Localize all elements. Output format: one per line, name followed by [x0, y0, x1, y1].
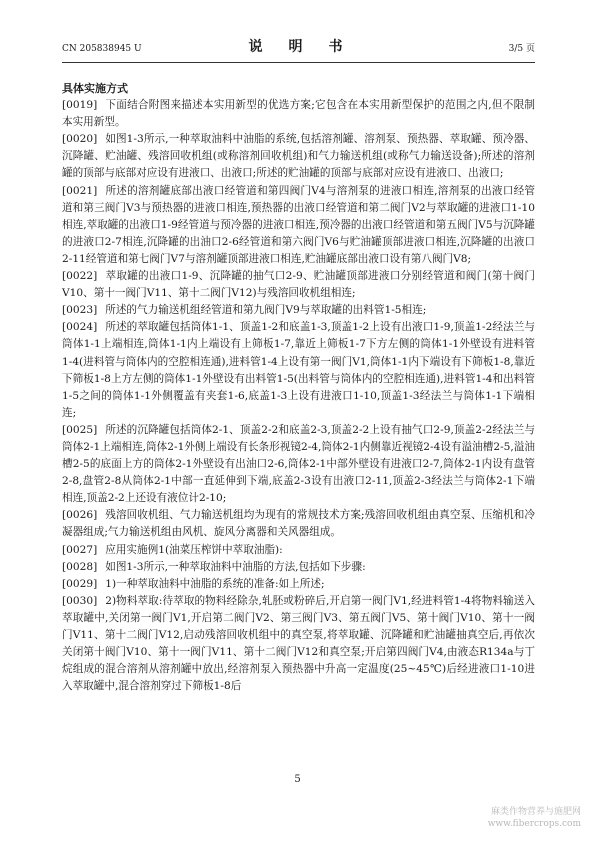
paragraph-number: [0024]	[62, 321, 98, 334]
paragraph-0024	[62, 319, 535, 422]
paragraph-0022	[62, 268, 535, 302]
paragraph-0028	[62, 559, 535, 576]
paragraph-number: [0029]	[62, 577, 98, 590]
watermark	[488, 806, 581, 830]
paragraph-number: [0020]	[62, 133, 98, 146]
paragraph-text: 所述的沉降罐包括筒体2-1、顶盖2-2和底盖2-3,顶盖2-2上设有抽气口2-9,顶盖2-2经法兰与筒体2-1上端相连,筒体2-1外侧上端设有长条形视镜2-4,筒体2-1内侧靠近视镜2-4设有溢油槽2-5,溢油槽2-5的底面上方的筒体2-1外壁设有出油口2-6,筒体2-1中部外壁设有进液口2-7,筒体2-1内设有盘管2-8,盘管2-8从筒体2-1中部一直延伸到下端,底盖2-3设有出液口2-11,顶盖2-3经法兰与筒体2-1下端相连,顶盖2-2上还设有液位计2-10;	[62, 423, 535, 505]
paragraph-number: [0021]	[62, 184, 98, 197]
paragraph-0029	[62, 576, 535, 593]
paragraph-0025	[62, 422, 535, 507]
paragraph-text: 残溶回收机组、气力输送机组均为现有的常规技术方案;残溶回收机组由真空泵、压缩机和冷凝器组成;气力输送机组由风机、旋风分离器和关风器组成。	[62, 509, 535, 539]
paragraph-0019	[62, 97, 535, 131]
paragraph-number: [0026]	[62, 509, 98, 522]
document-body	[62, 80, 535, 695]
paragraph-number: [0027]	[62, 543, 98, 556]
paragraph-text: 应用实施例1(油菜压榨饼中萃取油脂):	[105, 543, 283, 556]
paragraph-text: 所述的溶剂罐底部出液口经管道和第四阀门V4与溶剂泵的进液口相连,溶剂泵的出液口经管道和第三阀门V3与预热器的进液口相连,预热器的出液口经管道和第二阀门V2与萃取罐的进液口1-10相连,萃取罐的出液口1-9经管道与预冷器的进液口相连,预冷器的出液口经管道和第五阀门V5与沉降罐的进液口2-7相连,沉降罐的出油口2-6经管道和第六阀门V6与贮油罐顶部进液口相连,沉降罐的出液口2-11经管道和第七阀门V7与溶剂罐顶部进液口相连,贮油罐底部出液口设有第八阀门V8;	[62, 184, 535, 265]
paragraph-number: [0019]	[62, 99, 98, 112]
paragraph-text: 如图1-3所示,一种萃取油料中油脂的系统,包括溶剂罐、溶剂泵、预热器、萃取罐、预冷器、沉降罐、贮油罐、残溶回收机组(或称溶剂回收机组)和气力输送机组(或称气力输送设备);所述的溶剂罐的顶部与底部对应设有进液口、出液口;所述的贮油罐的顶部与底部对应设有进液口、出液口;	[62, 133, 535, 180]
paragraph-0030	[62, 593, 535, 696]
paragraph-number: [0023]	[62, 304, 98, 317]
paragraph-0020	[62, 131, 535, 182]
paragraph-text: 所述的气力输送机组经管道和第九阀门V9与萃取罐的出料管1-5相连;	[105, 304, 427, 317]
paragraph-number: [0025]	[62, 423, 98, 436]
document-title: 说 明 书	[248, 39, 349, 55]
paragraph-text: 2)物料萃取:待萃取的物料经除杂,轧胚或粉碎后,开启第一阀门V1,经进料管1-4将物料输送入萃取罐中,关闭第一阀门V1,开启第二阀门V2、第三阀门V3、第五阀门V5、第十阀门V10、第十一阀门V11、第十二阀门V12,启动残溶回收机组中的真空泵,将萃取罐、沉降罐和贮油罐抽真空后,再依次关闭第十阀门V10、第十一阀门V11、第十二阀门V12和真空泵;开启第四阀门V4,由液态R134a与丁烷组成的混合溶剂从溶剂罐中放出,经溶剂泵入预热器中升高一定温度(25~45℃)后经进液口1-10进入萃取罐中,混合溶剂穿过下筛板1-8后	[62, 594, 535, 693]
paragraph-0026	[62, 507, 535, 541]
page-reference: 3/5 页	[508, 44, 535, 54]
patent-number: CN 205838945 U	[62, 44, 142, 54]
watermark-name: 麻类作物营养与施肥网	[490, 807, 581, 817]
paragraph-text: 1)一种萃取油料中油脂的系统的准备:如上所述;	[105, 577, 325, 590]
paragraph-number: [0030]	[62, 594, 98, 607]
paragraph-text: 下面结合附图来描述本实用新型的优选方案;它包含在本实用新型保护的范围之内,但不限制本实用新型。	[62, 99, 535, 129]
paragraph-number: [0022]	[62, 270, 98, 283]
section-title: 具体实施方式	[62, 82, 128, 95]
paragraph-text: 所述的萃取罐包括筒体1-1、顶盖1-2和底盖1-3,顶盖1-2上设有出液口1-9,顶盖1-2经法兰与筒体1-1上端相连,筒体1-1内上端设有上筛板1-7,靠近上筛板1-7下方左侧的筒体1-1外壁设有进料管1-4(进料管与筒体内的空腔相连通),进料管1-4上设有第一阀门V1,筒体1-1内下端设有下筛板1-8,靠近下筛板1-8上方左侧的筒体1-1外壁设有出料管1-5(出料管与筒体内的空腔相连通),进料管1-4和出料管1-5之间的筒体1-1外侧覆盖有夹套1-6,底盖1-3上设有进液口1-10,顶盖1-3经法兰与筒体1-1下端相连;	[62, 321, 535, 419]
paragraph-0021	[62, 183, 535, 268]
paragraph-text: 如图1-3所示,一种萃取油料中油脂的方法,包括如下步骤:	[105, 560, 366, 573]
paragraph-0023	[62, 302, 535, 319]
page-header	[62, 40, 535, 58]
header-divider	[62, 62, 535, 63]
paragraph-text: 萃取罐的出液口1-9、沉降罐的抽气口2-9、贮油罐顶部进液口分别经管道和阀门(第十阀门V10、第十一阀门V11、第十二阀门V12)与残溶回收机组相连;	[62, 270, 535, 300]
page-number: 5	[294, 774, 301, 785]
watermark-url: www.fibercrops.com	[487, 819, 581, 829]
paragraph-0027	[62, 542, 535, 559]
paragraph-number: [0028]	[62, 560, 98, 573]
